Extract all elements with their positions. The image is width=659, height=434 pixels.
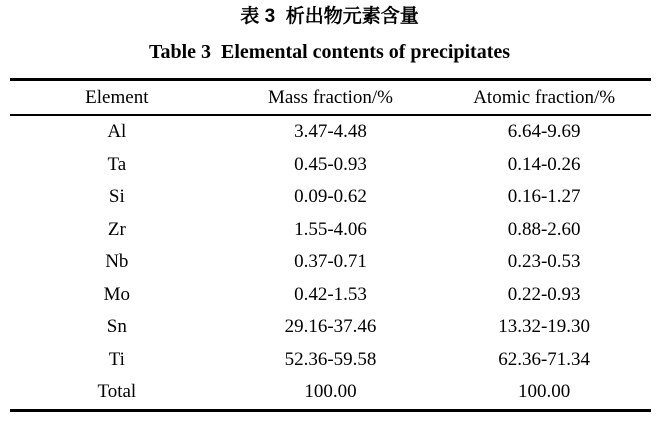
atomic-fraction-cell: 13.32-19.30	[498, 316, 591, 338]
atomic-fraction-cell: 0.23-0.53	[507, 251, 581, 273]
element-cell: Si	[108, 186, 125, 208]
table-caption-en: Table 3 Elemental contents of precipitates	[148, 41, 511, 63]
atomic-fraction-cell: 0.16-1.27	[507, 186, 581, 208]
element-cell: Ta	[107, 153, 127, 175]
mass-fraction-cell: 3.47-4.48	[294, 121, 367, 143]
table-row	[10, 279, 651, 312]
table-header	[10, 80, 651, 116]
element-cell: Ti	[108, 348, 125, 370]
table-row	[10, 311, 651, 344]
atomic-fraction-cell: 6.64-9.69	[507, 121, 581, 143]
atomic-fraction-cell: 100.00	[518, 381, 571, 403]
element-cell: Al	[107, 121, 127, 143]
mass-fraction-cell: 0.42-1.53	[294, 283, 367, 305]
header-row	[10, 80, 651, 116]
atomic-fraction-cell: 0.22-0.93	[507, 283, 581, 305]
mass-fraction-cell: 0.09-0.62	[294, 186, 367, 208]
table-row	[10, 115, 651, 149]
table-row	[10, 344, 651, 377]
mass-fraction-cell: 0.45-0.93	[294, 153, 367, 175]
element-cell: Total	[97, 381, 137, 403]
precipitates-table	[10, 78, 651, 412]
table-row	[10, 214, 651, 247]
column-header-mass-fraction: Mass fraction/%	[224, 80, 438, 116]
element-cell: Nb	[105, 251, 129, 273]
mass-fraction-cell: 52.36-59.58	[284, 348, 377, 370]
atomic-fraction-cell: 62.36-71.34	[498, 348, 591, 370]
table-row	[10, 149, 651, 182]
table-body	[10, 115, 651, 410]
atomic-fraction-cell: 0.88-2.60	[507, 218, 581, 240]
mass-fraction-cell: 0.37-0.71	[294, 251, 367, 273]
column-header-element: Element	[10, 80, 224, 116]
column-header-atomic-fraction: Atomic fraction/%	[437, 80, 651, 116]
mass-fraction-cell: 1.55-4.06	[294, 218, 367, 240]
document-page	[0, 5, 659, 434]
table-row-total	[10, 376, 651, 410]
table-caption-zh: 表 3 析出物元素含量	[240, 6, 419, 27]
table-row	[10, 181, 651, 214]
element-cell: Mo	[103, 283, 131, 305]
table-row	[10, 246, 651, 279]
atomic-fraction-cell: 0.14-0.26	[507, 153, 581, 175]
mass-fraction-cell: 29.16-37.46	[284, 316, 377, 338]
element-cell: Zr	[107, 218, 126, 240]
element-cell: Sn	[106, 316, 127, 338]
mass-fraction-cell: 100.00	[304, 381, 357, 403]
